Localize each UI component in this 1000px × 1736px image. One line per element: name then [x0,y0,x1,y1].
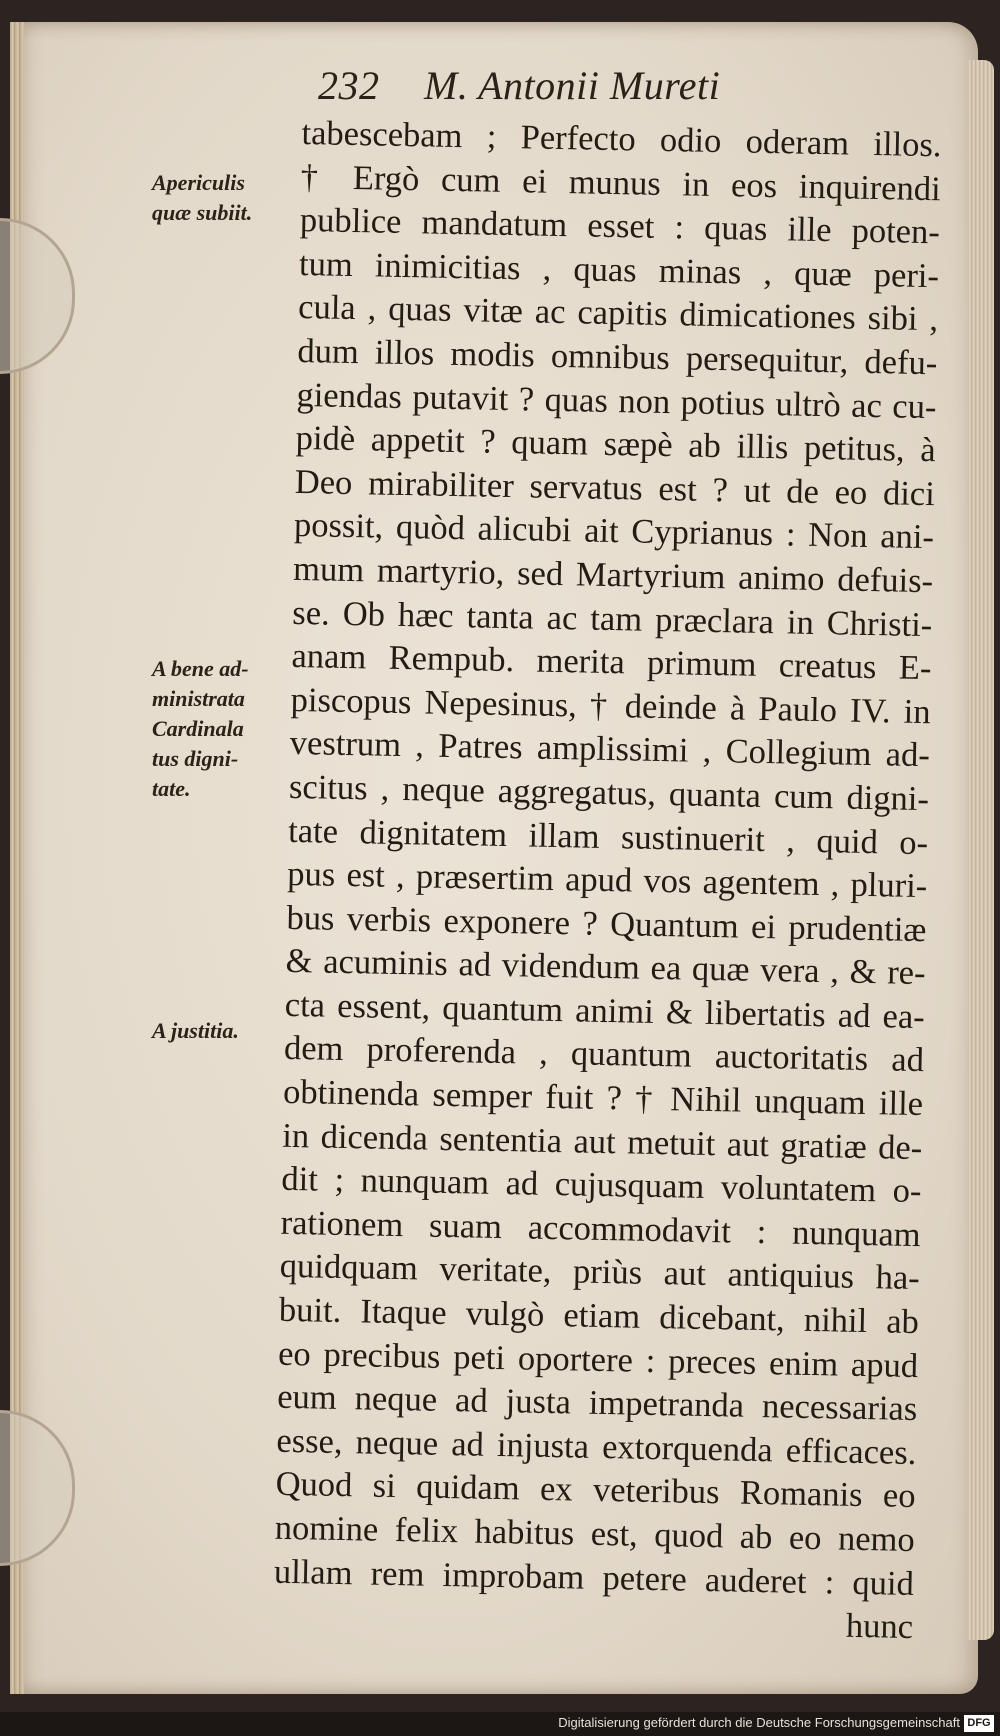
marginal-note-line: tus digni- [152,746,239,771]
text-line: tabescebam ; Perfecto odio oderam illos. [301,113,942,165]
text-line: Quod si quidam ex veteribus Romanis eo [275,1465,916,1516]
dfg-logo-icon: DFG [964,1715,994,1732]
marginal-note-1 [152,168,292,228]
text-line: dem proferenda , quantum auctoritatis ad [283,1029,925,1080]
text-line: † Ergò cum ei munus in eos inquirendi [300,157,942,208]
marginal-note-line: A justitia. [152,1018,239,1043]
page-number: 232 [318,63,380,108]
text-line: vestrum , Patres amplissimi , Collegium ad- [289,724,931,775]
text-line: dit ; nunquam ad cujusquam voluntatem o- [281,1160,922,1211]
marginal-note-2 [152,654,292,804]
running-title: M. Antonii Mureti [424,63,721,108]
text-line: anam Rempub. merita primum creatus E- [291,637,932,688]
text-line: pus est , præsertim apud vos agentem , pluri- [287,854,928,906]
text-line: cta essent, quantum animi & libertatis ad ea- [284,985,926,1036]
page-edge-right [968,60,994,1640]
digitization-credit: Digitalisierung gefördert durch die Deutsche Forschungsgemeinschaft [558,1715,960,1730]
text-line: rationem suam accommodavit : nunquam [280,1203,921,1254]
text-line: possit, quòd alicubi ait Cyprianus : Non ani- [293,506,935,557]
text-line: piscopus Nepesinus, † deinde à Paulo IV. in [290,680,931,731]
footer-bar [0,1712,1000,1736]
marginal-note-line: ministrata [152,686,245,711]
text-line: eum neque ad justa impetranda necessarias [276,1377,918,1429]
text-line: bus verbis exponere ? Quantum ei prudentiæ [286,898,927,949]
text-line: publice mandatum esset : quas ille poten- [299,201,941,252]
page-header [318,62,878,109]
text-line: scitus , neque aggregatus, quanta cum digni- [288,767,930,819]
catchword: hunc [845,1606,914,1647]
text-line: esse, neque ad injusta extorquenda efficaces. [276,1421,917,1472]
text-line: nomine felix habitus est, quod ab eo nemo [274,1508,916,1560]
text-line: in dicenda sententia aut metuit aut gratiæ de- [281,1116,923,1167]
text-line: Deo mirabiliter servatus est ? ut de eo dici [294,462,936,513]
text-line: cula , quas vitæ ac capitis dimicationes sibi , [297,288,939,339]
text-line: ullam rem improbam petere auderet : quid [273,1552,915,1603]
text-line: eo precibus peti oportere : preces enim apud [277,1334,919,1385]
body-text [273,112,942,1650]
text-line: mum martyrio, sed Martyrium animo defuis- [292,549,934,601]
marginal-note-line: A bene ad- [152,656,249,681]
text-line: & acuminis ad videndum ea quæ vera , & re- [285,942,926,993]
marginal-note-line: Cardinala [152,716,244,741]
marginal-note-line: Apericulis [152,170,245,195]
text-line: tate dignitatem illam sustinuerit , quid o- [287,811,929,862]
text-line: pidè appetit ? quam sæpè ab illis petitus, à [295,419,936,470]
text-line: se. Ob hæc tanta ac tam præclara in Christi- [292,593,933,644]
text-line: giendas putavit ? quas non potius ultrò ac cu- [296,375,937,426]
text-line: dum illos modis omnibus persequitur, defu- [297,331,938,383]
text-line: buit. Itaque vulgò etiam dicebant, nihil ab [278,1290,920,1342]
marginal-note-3 [152,1016,292,1046]
text-line: tum inimicitias , quas minas , quæ peri- [298,244,940,296]
marginal-note-line: quæ subiit. [152,200,253,225]
text-line: obtinenda semper fuit ? † Nihil unquam ille [282,1072,924,1124]
text-line: quidquam veritate, priùs aut antiquius ha- [279,1247,921,1298]
marginal-note-line: tate. [152,776,191,801]
